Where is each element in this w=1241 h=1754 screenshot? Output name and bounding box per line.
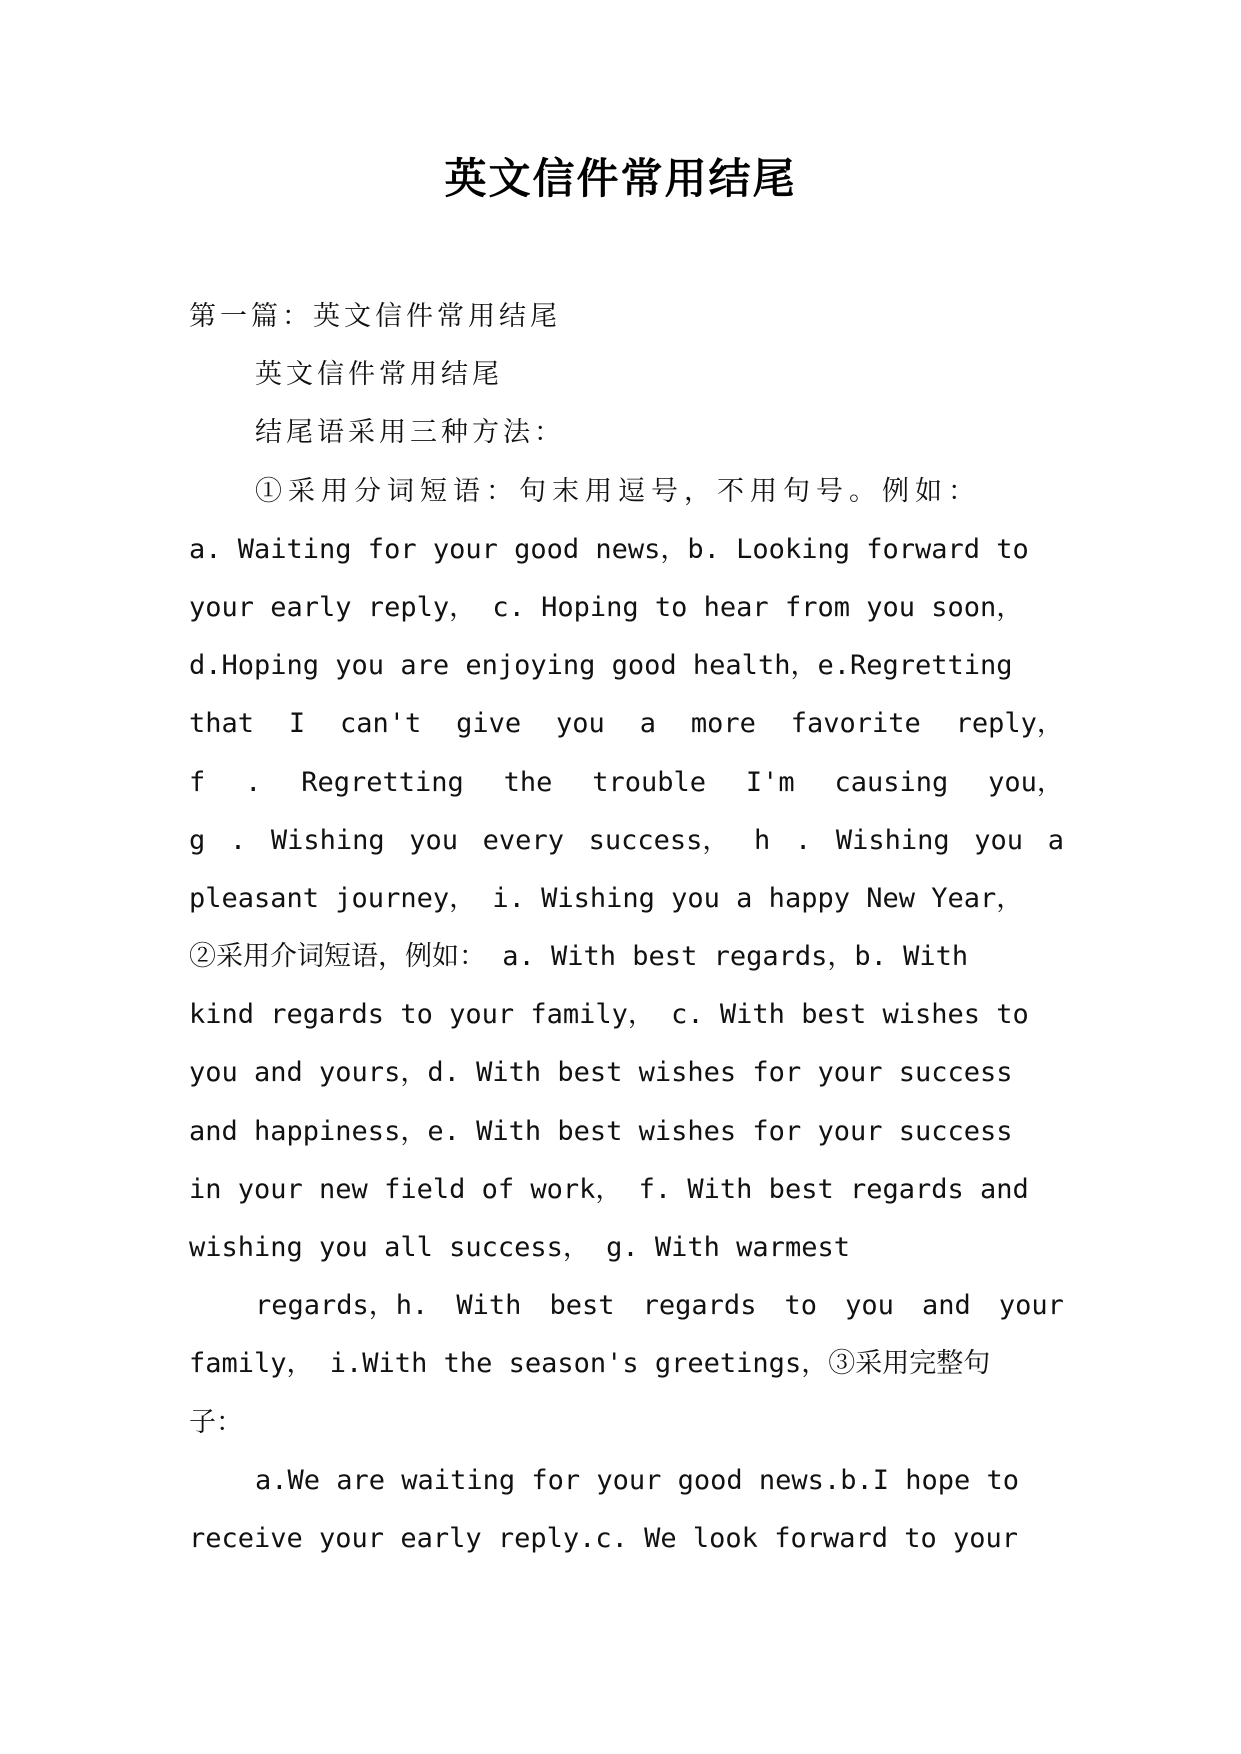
text-line: a. Waiting for your good news，b. Looking forward to bbox=[189, 533, 1029, 565]
text-line: in your new field of work， f. With best regards and bbox=[189, 1173, 1029, 1205]
text-line: pleasant journey， i. Wishing you a happy New Year， bbox=[189, 882, 1024, 914]
text-line: your early reply， c. Hoping to hear from you soon， bbox=[189, 591, 1024, 623]
text-line: 第一篇：英文信件常用结尾 bbox=[189, 301, 561, 332]
text-line: ①采用分词短语：句末用逗号，不用句号。例如： bbox=[255, 475, 981, 507]
text-line: 英文信件常用结尾 bbox=[255, 359, 503, 391]
text-line: 子： bbox=[189, 1406, 243, 1438]
text-line: and happiness，e. With best wishes for your success bbox=[189, 1115, 1013, 1147]
text-line: kind regards to your family， c. With best wishes to bbox=[189, 999, 1029, 1031]
text-line: family， i.With the season's greetings，③采用完整句 bbox=[189, 1348, 991, 1380]
text-line: f . Regretting the trouble I'm causing you， bbox=[189, 766, 1064, 798]
text-line: g . Wishing you every success， h . Wishing you a bbox=[189, 824, 1064, 856]
text-line: a.We are waiting for your good news.b.I hope to bbox=[255, 1464, 1020, 1496]
text-line: d.Hoping you are enjoying good health，e.Regretting bbox=[189, 650, 1013, 682]
text-line: 结尾语采用三种方法： bbox=[255, 417, 565, 449]
text-line: regards，h. With best regards to you and your bbox=[255, 1290, 1064, 1322]
document-title: 英文信件常用结尾 bbox=[444, 154, 797, 203]
document-body bbox=[189, 288, 1064, 1568]
text-line: wishing you all success， g. With warmest bbox=[189, 1232, 850, 1263]
text-line: receive your early reply.c. We look forward to your bbox=[189, 1522, 1019, 1554]
text-line: you and yours，d. With best wishes for your success bbox=[189, 1057, 1013, 1089]
text-line: that I can't give you a more favorite reply， bbox=[189, 708, 1064, 740]
text-line: ②采用介词短语，例如： a. With best regards，b. With bbox=[189, 941, 969, 973]
